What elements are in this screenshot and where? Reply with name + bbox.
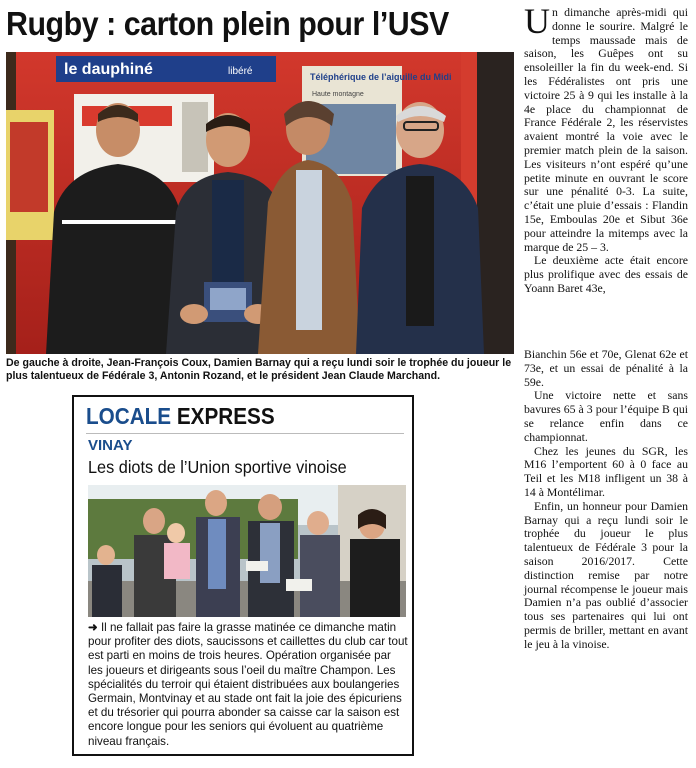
libere-sign-text: libéré (228, 66, 253, 77)
article-paragraph-3: Bianchin 56e et 70e, Glenat 62e et 73e, et un essai de pénalité à la 59e. (524, 347, 688, 389)
article-paragraph-1 (524, 1, 688, 254)
sidebar-kicker: VINAY (88, 437, 133, 454)
diots-group-photo (88, 485, 406, 617)
arrow-right-icon: ➜ (88, 621, 98, 634)
locale-express-title-express: EXPRESS (176, 403, 275, 429)
photo-caption: De gauche à droite, Jean-François Coux, Damien Barnay qui a reçu lundi soir le trophée du joueur le plus talentueux de Fédérale 3, Antonin Rozand, et le président Jean Claude Marchand. (6, 357, 512, 382)
sidebar-photo (88, 485, 406, 617)
article-photo (6, 52, 514, 354)
box-divider (86, 433, 404, 434)
poster-subtitle-text: Haute montagne (312, 91, 364, 98)
locale-express-title-locale: LOCALE (86, 403, 172, 429)
dauphine-sign-text: le dauphiné (64, 61, 153, 78)
article-paragraph-2: Le deuxième acte était encore plus prolifique avec des essais de Yoann Baret 43e, (524, 253, 688, 295)
article-paragraph-1-text: n dimanche après-midi qui donne le sourire. Malgré le temps maussade mais de saison, les Guêpes ont su ensoleiller la fin du week-end. Si les Fédéralistes ont pris une victoire 25 à 9 qui les installe à la 4e place du championnat de France Fédérale 2, les réservistes avaient montré la voie avec le premier match plein de la saison. Les visiteurs n’ont espéré qu’une petite minute en ouvrant le score sur une pénalité 0-3. La suite, c’était une pluie d’essais : Flandin 15e, Emboulas 20e et Sibut 36e pour atteindre la mitemps avec la marque de 25 – 3. (524, 5, 688, 254)
sidebar-body-text: Il ne fallait pas faire la grasse matinée ce dimanche matin pour profiter des diots, saucissons et caillettes du club car tout est parti en moins de trois heures. Opération organisée par les joueurs et dirigeants sous l’oeil du maître Champon. Les spécialités du terroir qui étaient distribuées aux boulangeries Germain, Montvinay et au stade ont fait la joie des épicuriens et du trésorier qui pourra abonder sa caisse car la saison est encore longue pour les seniors qui évoluent au quatrième niveau français. (88, 621, 408, 748)
locale-express-box (72, 395, 414, 756)
article-headline: Rugby : carton plein pour l’USV (6, 5, 449, 42)
sidebar-body (88, 621, 408, 749)
trophy-group-photo (6, 52, 514, 354)
article-column-top (524, 1, 688, 296)
locale-express-title (86, 401, 275, 431)
poster-title-text: Téléphérique de l’aiguille du Midi (310, 72, 452, 82)
article-column-bottom (524, 348, 688, 652)
article-paragraph-4: Une victoire nette et sans bavures 65 à 3 pour l’équipe B qui se relance enfin dans ce championnat. (524, 388, 688, 444)
article-paragraph-6: Enfin, un honneur pour Damien Barnay qui a reçu lundi soir le trophée du joueur le plus talentueux de Fédérale 3 pour la saison 2016/2017. Cette distinction remise par notre journal récompense le joueur mais Damien n’a pas oublié d’associer tous ses partenaires qui lui ont permis de briller, mettant en avant le jeu à la vinoise. (524, 498, 688, 651)
sidebar-subhead: Les diots de l’Union sportive vinoise (88, 457, 347, 477)
drop-cap: U (524, 1, 550, 41)
article-paragraph-5: Chez les jeunes du SGR, les M16 l’emportent 60 à 0 face au Teil et les M18 infligent un 38 à 14 à Montélimar. (524, 443, 688, 499)
